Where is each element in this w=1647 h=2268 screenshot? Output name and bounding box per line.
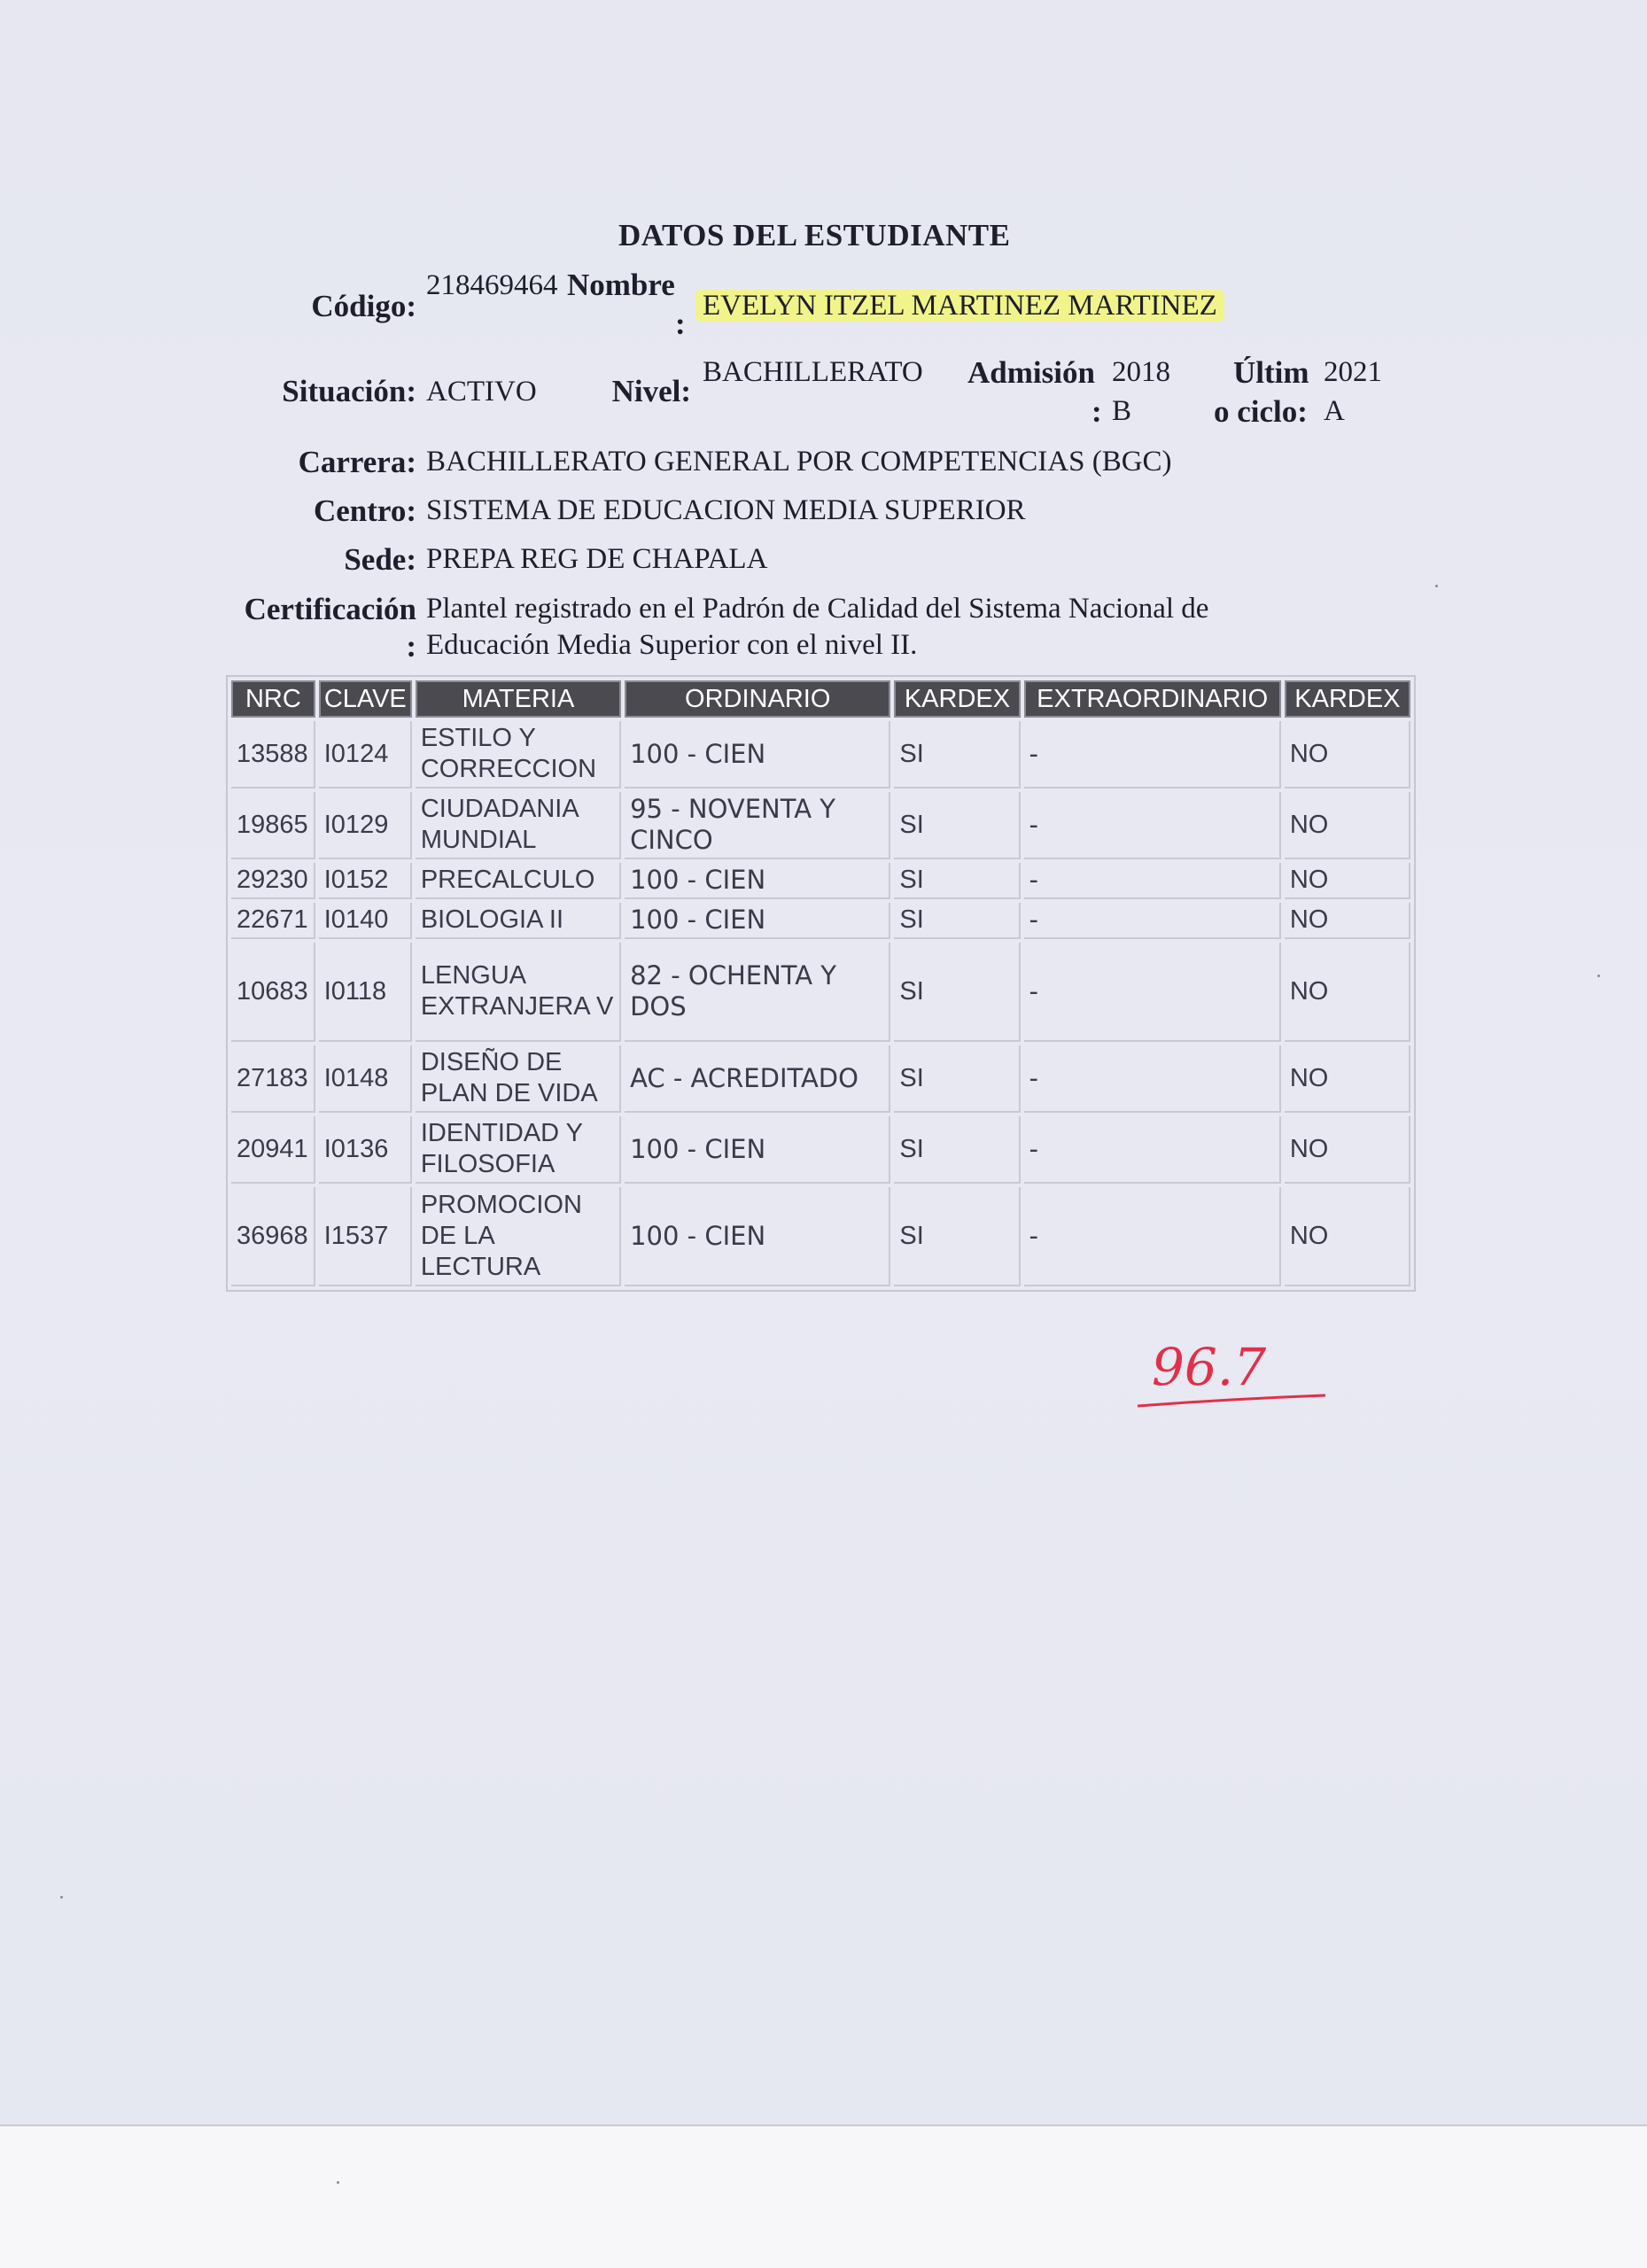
scan-speck — [337, 2181, 339, 2184]
ordinario-cell: 82 - OCHENTA Y DOS — [625, 943, 890, 1042]
header-kardex: KARDEX — [894, 680, 1020, 718]
nrc-cell: 19865 — [231, 792, 315, 859]
kardex-cell: SI — [894, 1045, 1020, 1113]
nrc-cell: 36968 — [231, 1187, 315, 1286]
table-row — [231, 1116, 1410, 1184]
centro-value: SISTEMA DE EDUCACION MEDIA SUPERIOR — [426, 494, 1026, 526]
kardex-cell: SI — [894, 903, 1020, 939]
ultimo-ciclo-label-1: Últim — [1233, 355, 1309, 390]
kardex-cell: SI — [894, 1187, 1020, 1286]
clave-cell: I0124 — [319, 721, 412, 788]
carrera-label: Carrera: — [298, 445, 416, 479]
nivel-label: Nivel: — [611, 374, 691, 408]
kardex-cell: SI — [894, 863, 1020, 899]
extraordinario-cell: - — [1024, 943, 1281, 1042]
certificacion-label: Certificación — [244, 592, 416, 626]
ultimo-ciclo-label-2: o ciclo: — [1214, 394, 1308, 429]
table-header-row — [231, 680, 1410, 718]
ordinario-cell: 100 - CIEN — [625, 721, 890, 788]
clave-cell: I0129 — [319, 792, 412, 859]
ultimo-ciclo-cycle: A — [1324, 395, 1345, 427]
admision-cycle: B — [1112, 395, 1132, 427]
ultimo-ciclo-year: 2021 — [1324, 356, 1382, 388]
materia-cell: BIOLOGIA II — [416, 903, 621, 939]
kardex-extra-cell: NO — [1285, 943, 1410, 1042]
materia-cell: DISEÑO DE PLAN DE VIDA — [416, 1045, 621, 1113]
ordinario-cell: 100 - CIEN — [625, 863, 890, 899]
materia-cell: IDENTIDAD Y FILOSOFIA — [416, 1116, 621, 1184]
kardex-extra-cell: NO — [1285, 903, 1410, 939]
codigo-label: Código: — [311, 289, 416, 323]
extraordinario-cell: - — [1024, 1187, 1281, 1286]
centro-label: Centro: — [314, 493, 416, 528]
nrc-cell: 10683 — [231, 943, 315, 1042]
codigo-value: 218469464 — [426, 269, 558, 301]
extraordinario-cell: - — [1024, 721, 1281, 788]
nombre-value — [695, 288, 1224, 323]
situacion-value: ACTIVO — [426, 376, 537, 408]
kardex-extra-cell: NO — [1285, 1116, 1410, 1184]
header-materia: MATERIA — [416, 680, 621, 718]
scan-speck — [60, 1896, 63, 1899]
materia-cell: CIUDADANIA MUNDIAL — [416, 792, 621, 859]
nrc-cell: 13588 — [231, 721, 315, 788]
header-kardex-extra: KARDEX — [1285, 680, 1410, 718]
ordinario-cell: 100 - CIEN — [625, 903, 890, 939]
table-row — [231, 1045, 1410, 1113]
scan-margin — [0, 2126, 1647, 2268]
kardex-extra-cell: NO — [1285, 721, 1410, 788]
ordinario-cell: 100 - CIEN — [625, 1187, 890, 1286]
ordinario-cell: 100 - CIEN — [625, 1116, 890, 1184]
extraordinario-cell: - — [1024, 1045, 1281, 1113]
scan-speck — [1435, 585, 1438, 587]
materia-cell: ESTILO Y CORRECCION — [416, 721, 621, 788]
clave-cell: I0136 — [319, 1116, 412, 1184]
kardex-cell: SI — [894, 1116, 1020, 1184]
carrera-value: BACHILLERATO GENERAL POR COMPETENCIAS (BGC) — [426, 446, 1172, 478]
scan-speck — [1597, 975, 1600, 977]
ordinario-cell: 95 - NOVENTA Y CINCO — [625, 792, 890, 859]
clave-cell: I1537 — [319, 1187, 412, 1286]
kardex-cell: SI — [894, 792, 1020, 859]
extraordinario-cell: - — [1024, 792, 1281, 859]
header-nrc: NRC — [231, 680, 315, 718]
nivel-value: BACHILLERATO — [703, 356, 923, 388]
clave-cell: I0148 — [319, 1045, 412, 1113]
sede-label: Sede: — [344, 542, 416, 577]
extraordinario-cell: - — [1024, 863, 1281, 899]
nrc-cell: 27183 — [231, 1045, 315, 1113]
clave-cell: I0152 — [319, 863, 412, 899]
admision-year: 2018 — [1112, 356, 1170, 388]
table-row — [231, 863, 1410, 899]
materia-cell: LENGUA EXTRANJERA V — [416, 943, 621, 1042]
header-extraordinario: EXTRAORDINARIO — [1024, 680, 1281, 718]
sede-value: PREPA REG DE CHAPALA — [426, 543, 768, 575]
handwritten-average-text: 96.7 — [1152, 1337, 1267, 1397]
kardex-extra-cell: NO — [1285, 792, 1410, 859]
table-row — [231, 721, 1410, 788]
certificacion-colon: : — [406, 629, 416, 664]
extraordinario-cell: - — [1024, 1116, 1281, 1184]
certificacion-line-1: Plantel registrado en el Padrón de Calidad del Sistema Nacional de — [426, 593, 1209, 625]
handwritten-average — [1134, 1333, 1329, 1413]
ordinario-cell: AC - ACREDITADO — [625, 1045, 890, 1113]
kardex-cell: SI — [894, 943, 1020, 1042]
clave-cell: I0118 — [319, 943, 412, 1042]
extraordinario-cell: - — [1024, 903, 1281, 939]
situacion-label: Situación: — [282, 374, 416, 408]
nombre-label: Nombre — [567, 268, 675, 302]
table-row — [231, 792, 1410, 859]
table-row — [231, 903, 1410, 939]
page-title: DATOS DEL ESTUDIANTE — [618, 218, 1011, 252]
nrc-cell: 22671 — [231, 903, 315, 939]
header-ordinario: ORDINARIO — [625, 680, 890, 718]
nrc-cell: 20941 — [231, 1116, 315, 1184]
certificacion-line-2: Educación Media Superior con el nivel II. — [426, 629, 918, 661]
table-row — [231, 1187, 1410, 1286]
clave-cell: I0140 — [319, 903, 412, 939]
table-row — [231, 943, 1410, 1042]
kardex-extra-cell: NO — [1285, 863, 1410, 899]
admision-colon: : — [1092, 394, 1102, 429]
kardex-extra-cell: NO — [1285, 1045, 1410, 1113]
kardex-cell: SI — [894, 721, 1020, 788]
highlighted-name: EVELYN ITZEL MARTINEZ MARTINEZ — [695, 290, 1224, 322]
materia-cell: PRECALCULO — [416, 863, 621, 899]
kardex-extra-cell: NO — [1285, 1187, 1410, 1286]
grades-table — [226, 675, 1416, 1292]
header-clave: CLAVE — [319, 680, 412, 718]
materia-cell: PROMOCION DE LA LECTURA — [416, 1187, 621, 1286]
admision-label: Admisión — [967, 355, 1095, 390]
nombre-colon: : — [675, 307, 686, 341]
nrc-cell: 29230 — [231, 863, 315, 899]
